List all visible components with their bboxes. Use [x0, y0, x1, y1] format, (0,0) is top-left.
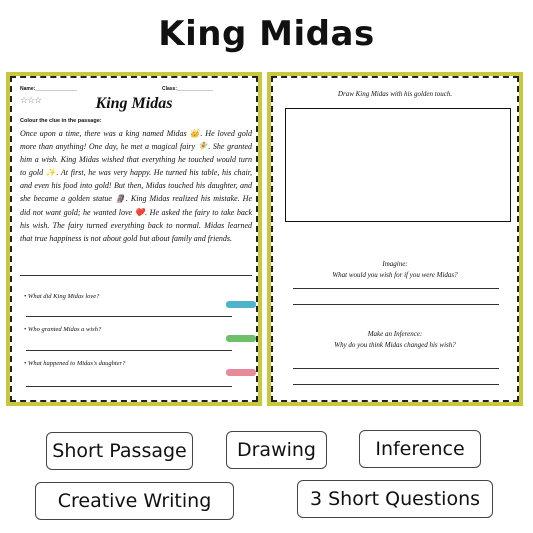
inference-question: Why do you think Midas changed his wish?: [334, 341, 456, 349]
question-2: • Who granted Midas a wish?: [24, 326, 102, 333]
worksheet-title: King Midas: [95, 95, 173, 112]
crayon-icon: [226, 301, 256, 308]
name-field-label: Name:_______________: [20, 86, 77, 92]
answer-line: [293, 368, 499, 369]
answer-line: [293, 304, 499, 305]
question-3: • What happened to Midas's daughter?: [24, 360, 126, 367]
worksheet-preview-activities: [267, 72, 523, 406]
worksheet-preview-passage: [6, 72, 262, 406]
inference-heading: Make an Inference:: [367, 330, 423, 338]
tag-creative-writing: Creative Writing: [35, 482, 234, 520]
tag-short-passage: Short Passage: [46, 432, 193, 470]
answer-line: [26, 386, 232, 387]
drawing-box: [285, 108, 511, 222]
answer-line: [293, 384, 499, 385]
passage-divider: [20, 275, 252, 276]
answer-line: [293, 288, 499, 289]
page-title: King Midas: [158, 14, 375, 54]
rating-stars-icon: ☆☆☆: [20, 95, 42, 105]
tag-inference: Inference: [359, 430, 481, 468]
imagine-question: What would you wish for if you were Midas?: [332, 271, 458, 279]
instruction-text: Colour the clue in the passage:: [20, 118, 102, 124]
tag-drawing: Drawing: [226, 431, 327, 469]
draw-prompt: Draw King Midas with his golden touch.: [337, 90, 453, 98]
worksheet-page: [10, 76, 258, 402]
tag-short-questions: 3 Short Questions: [297, 480, 493, 518]
class-field-label: Class:_____________: [162, 86, 214, 92]
reading-passage: Once upon a time, there was a king named Midas 👑. He loved gold more than anything! One day, he met a magical fairy 🧚. She granted him a wish. King Midas wished that everything he touched would turn to gold ✨. At first, he was very happy. He turned his table, his chair, and even his food into gold! But then, Midas touched his daughter, and she became a golden statue 🗿. King Midas realized his mistake. He did not want gold; he wanted love ❤️. He asked the fairy to take back his wish. The fairy turned everything back to normal. Midas learned that true happiness is not about gold but about family and friends.: [20, 129, 252, 243]
question-1: • What did King Midas love?: [24, 293, 100, 300]
answer-line: [26, 350, 232, 351]
crayon-icon: [226, 335, 256, 342]
answer-line: [26, 316, 232, 317]
imagine-heading: Imagine:: [382, 260, 408, 268]
worksheet-page: [271, 76, 519, 402]
crayon-icon: [226, 369, 256, 376]
